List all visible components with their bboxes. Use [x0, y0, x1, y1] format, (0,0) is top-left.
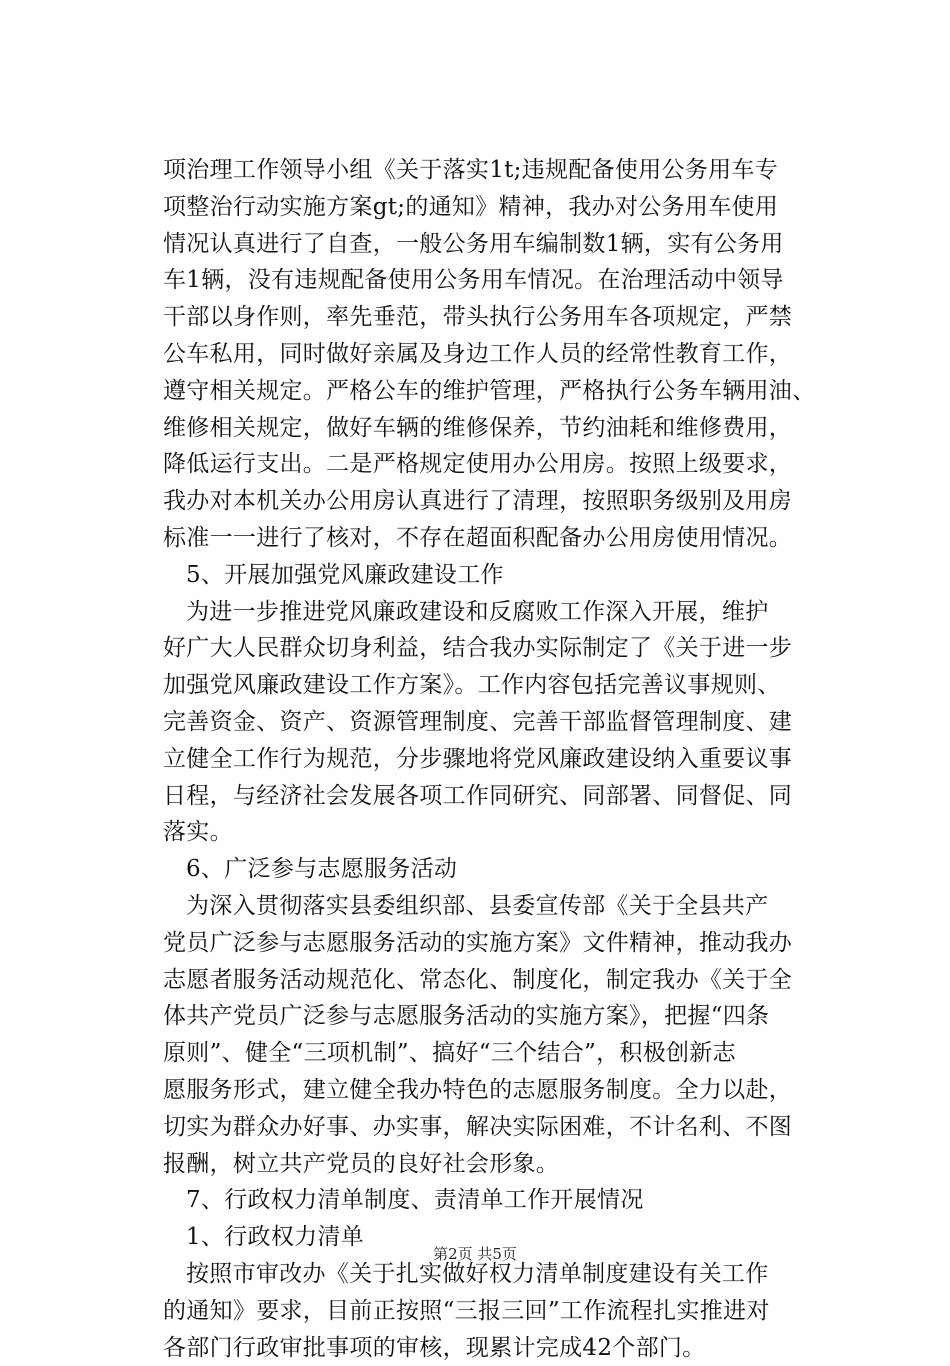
- text-line: 加强党风廉政建设工作方案》。工作内容包括完善议事规则、: [163, 667, 793, 704]
- text-line: 志愿者服务活动规范化、常态化、制度化，制定我办《关于全: [163, 962, 793, 999]
- page-number: 第2页 共5页: [433, 1245, 517, 1263]
- text-line: 5、开展加强党风廉政建设工作: [163, 557, 793, 594]
- text-line: 为深入贯彻落实县委组织部、县委宣传部《关于全县共产: [163, 888, 793, 925]
- text-line: 1、行政权力清单: [163, 1219, 793, 1256]
- text-line: 体共产党员广泛参与志愿服务活动的实施方案》，把握“四条: [163, 998, 793, 1035]
- text-line: 为进一步推进党风廉政建设和反腐败工作深入开展，维护: [163, 594, 793, 631]
- text-line: 切实为群众办好事、办实事，解决实际困难，不计名利、不图: [163, 1109, 793, 1146]
- text-line: 遵守相关规定。严格公车的维护管理，严格执行公务车辆用油、: [163, 373, 793, 410]
- text-line: 7、行政权力清单制度、责清单工作开展情况: [163, 1182, 793, 1219]
- document-body: [163, 152, 793, 1366]
- text-line: 项治理工作领导小组《关于落实1t;违规配备使用公务用车专: [163, 152, 793, 189]
- text-line: 按照市审改办《关于扎实做好权力清单制度建设有关工作: [163, 1256, 793, 1293]
- text-line: 完善资金、资产、资源管理制度、完善干部监督管理制度、建: [163, 704, 793, 741]
- text-line: 降低运行支出。二是严格规定使用办公用房。按照上级要求，: [163, 446, 793, 483]
- text-line: 好广大人民群众切身利益，结合我办实际制定了《关于进一步: [163, 630, 793, 667]
- text-line: 标准一一进行了核对，不存在超面积配备办公用房使用情况。: [163, 520, 793, 557]
- text-line: 干部以身作则，率先垂范，带头执行公务用车各项规定，严禁: [163, 299, 793, 336]
- text-line: 6、广泛参与志愿服务活动: [163, 851, 793, 888]
- text-line: 报酬，树立共产党员的良好社会形象。: [163, 1146, 793, 1183]
- text-line: 公车私用，同时做好亲属及身边工作人员的经常性教育工作，: [163, 336, 793, 373]
- text-line: 维修相关规定，做好车辆的维修保养，节约油耗和维修费用，: [163, 410, 793, 447]
- text-line: 各部门行政审批事项的审核，现累计完成42个部门。: [163, 1330, 793, 1366]
- text-line: 日程，与经济社会发展各项工作同研究、同部署、同督促、同: [163, 778, 793, 815]
- text-line: 立健全工作行为规范，分步骤地将党风廉政建设纳入重要议事: [163, 741, 793, 778]
- text-line: 的通知》要求，目前正按照“三报三回”工作流程扎实推进对: [163, 1293, 793, 1330]
- page-footer: [0, 1243, 950, 1264]
- text-line: 愿服务形式，建立健全我办特色的志愿服务制度。全力以赴，: [163, 1072, 793, 1109]
- text-line: 落实。: [163, 814, 793, 851]
- text-line: 原则”、健全“三项机制”、搞好“三个结合”，积极创新志: [163, 1035, 793, 1072]
- text-line: 党员广泛参与志愿服务活动的实施方案》文件精神，推动我办: [163, 925, 793, 962]
- text-line: 我办对本机关办公用房认真进行了清理，按照职务级别及用房: [163, 483, 793, 520]
- text-line: 项整治行动实施方案gt;的通知》精神，我办对公务用车使用: [163, 189, 793, 226]
- text-line: 情况认真进行了自查，一般公务用车编制数1辆，实有公务用: [163, 226, 793, 263]
- text-line: 车1辆，没有违规配备使用公务用车情况。在治理活动中领导: [163, 262, 793, 299]
